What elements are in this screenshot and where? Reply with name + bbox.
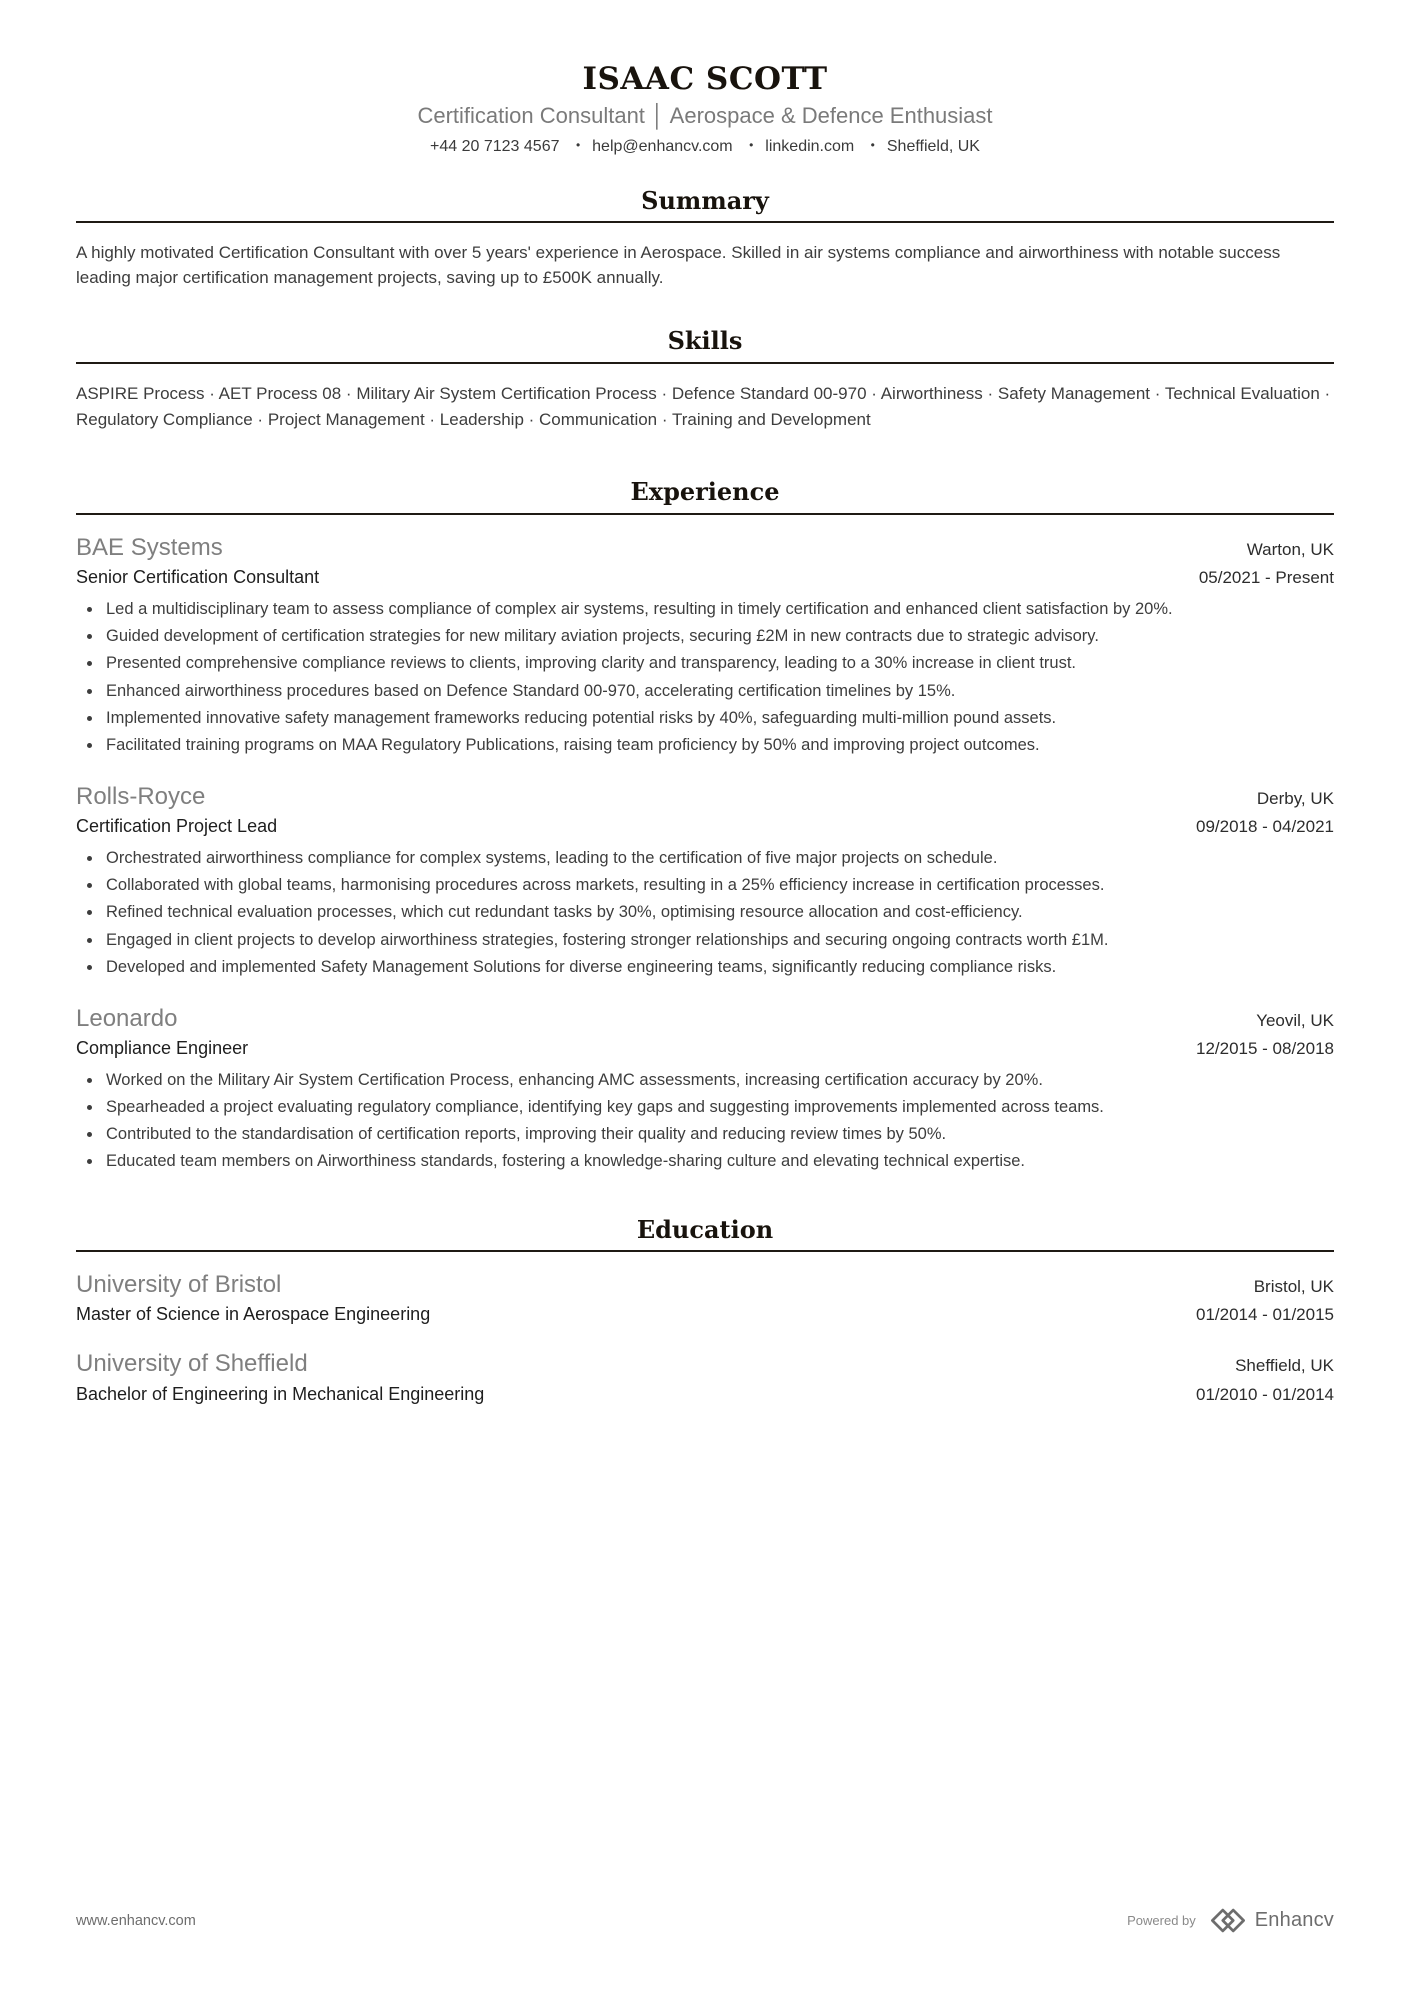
- school-name: University of Bristol: [76, 1270, 282, 1298]
- contact-item: +44 20 7123 4567: [430, 137, 560, 155]
- bullet-item: • Refined technical evaluation processes, which cut redundant tasks by 30%, optimising resource allocation and cost-efficiency.: [103, 901, 1334, 923]
- experience-entry-header: [76, 532, 1334, 563]
- contact-item: • linkedin.com: [737, 138, 854, 155]
- skill-item: Technical Evaluation ·: [1165, 384, 1330, 403]
- bullet-item: • Orchestrated airworthiness compliance for complex systems, leading to the certification of five major projects on schedule.: [103, 847, 1334, 869]
- job-bullets: [76, 847, 1334, 978]
- experience-entry-subheader: [76, 812, 1334, 839]
- job-bullets: [76, 598, 1334, 756]
- education-section: [76, 1214, 1334, 1407]
- education-entry: [76, 1348, 1334, 1406]
- bullet-item: • Guided development of certification strategies for new military aviation projects, securing £2M in new contracts due to strategic advisory.: [103, 625, 1334, 647]
- skills-list: [76, 381, 1334, 434]
- degree-name: Bachelor of Engineering in Mechanical Engineering: [76, 1383, 485, 1404]
- experience-entry-header: [76, 781, 1334, 812]
- school-location: Sheffield, UK: [1235, 1356, 1334, 1376]
- bullet-item: • Engaged in client projects to develop airworthiness strategies, fostering stronger relationships and securing ongoing contracts worth £1M.: [103, 929, 1334, 951]
- job-title: Senior Certification Consultant: [76, 567, 320, 587]
- job-dates: 05/2021 - Present: [1198, 568, 1334, 587]
- bullet-item: • Educated team members on Airworthiness standards, fostering a knowledge-sharing culture and elevating technical expertise.: [103, 1150, 1334, 1172]
- page-footer: [76, 1908, 1334, 1933]
- candidate-title: Certification Consultant │ Aerospace & Defence Enthusiast: [417, 102, 993, 128]
- candidate-name: ISAAC SCOTT: [582, 61, 828, 97]
- footer-website-link[interactable]: www.enhancv.com: [76, 1912, 196, 1929]
- enhancv-logo-icon: [1210, 1908, 1246, 1933]
- degree-name: Master of Science in Aerospace Engineering: [76, 1304, 431, 1325]
- skill-item: Regulatory Compliance ·: [76, 410, 268, 429]
- skill-item: Leadership ·: [440, 410, 539, 429]
- skill-item: Project Management ·: [268, 410, 440, 429]
- education-dates: 01/2010 - 01/2014: [1195, 1384, 1334, 1404]
- job-title: Certification Project Lead: [76, 816, 278, 837]
- skill-item: Safety Management ·: [998, 384, 1165, 403]
- skill-item: Airworthiness ·: [881, 384, 998, 403]
- job-bullets: [76, 1069, 1334, 1172]
- bullet-item: • Implemented innovative safety management frameworks reducing potential risks by 40%, safeguarding multi-million pound assets.: [103, 707, 1334, 729]
- summary-section: [76, 185, 1334, 291]
- skills-heading-rule: [76, 328, 1334, 363]
- skills-section: [76, 328, 1334, 433]
- experience-entry: [76, 781, 1334, 978]
- bullet-item: • Facilitated training programs on MAA Regulatory Publications, raising team proficiency by 50% and improving project outcomes.: [103, 734, 1334, 756]
- skill-item: Military Air System Certification Process ·: [356, 384, 672, 403]
- resume-header: [76, 62, 1334, 156]
- bullet-item: • Developed and implemented Safety Management Solutions for diverse engineering teams, significantly reducing compliance risks.: [103, 956, 1334, 978]
- job-dates: 12/2015 - 08/2018: [1195, 1038, 1334, 1058]
- bullet-item: • Collaborated with global teams, harmonising procedures across markets, resulting in a 25% efficiency increase in certification processes.: [103, 874, 1334, 896]
- experience-entry: [76, 532, 1334, 756]
- education-entry-subheader: [76, 1300, 1334, 1327]
- bullet-item: • Presented comprehensive compliance reviews to clients, improving clarity and transparency, leading to a 30% increase in client trust.: [103, 652, 1334, 674]
- school-location: Bristol, UK: [1253, 1276, 1334, 1296]
- experience-section: [76, 479, 1334, 1172]
- bullet-item: • Enhanced airworthiness procedures based on Defence Standard 00-970, accelerating certification timelines by 15%.: [103, 680, 1334, 702]
- enhancv-brand-name: Enhancv: [1254, 1909, 1334, 1931]
- summary-heading: Summary: [641, 185, 769, 215]
- contact-item: • help@enhancv.com: [564, 138, 733, 155]
- bullet-item: • Worked on the Military Air System Certification Process, enhancing AMC assessments, increasing certification accuracy by 20%.: [103, 1069, 1334, 1091]
- bullet-item: • Contributed to the standardisation of certification reports, improving their quality and reducing review times by 50%.: [103, 1123, 1334, 1145]
- company-name: Rolls-Royce: [76, 782, 206, 810]
- experience-entry-header: [76, 1003, 1334, 1034]
- experience-heading-rule: [76, 479, 1334, 514]
- education-entry-header: [76, 1269, 1334, 1300]
- bullet-item: • Spearheaded a project evaluating regulatory compliance, identifying key gaps and suggesting improvements implemented across teams.: [103, 1096, 1334, 1118]
- experience-entry-subheader: [76, 563, 1334, 590]
- summary-heading-rule: [76, 185, 1334, 223]
- school-name: University of Sheffield: [76, 1350, 308, 1378]
- contact-item: • Sheffield, UK: [859, 138, 980, 155]
- company-name: BAE Systems: [76, 533, 223, 561]
- experience-heading: Experience: [630, 477, 780, 507]
- bullet-item: • Led a multidisciplinary team to assess compliance of complex air systems, resulting in timely certification and enhanced client satisfaction by 20%.: [103, 598, 1334, 620]
- job-location: Warton, UK: [1246, 539, 1334, 559]
- experience-entries: [76, 532, 1334, 1173]
- footer-brand[interactable]: [1127, 1908, 1334, 1933]
- contact-row: [76, 138, 1334, 156]
- education-entries: [76, 1269, 1334, 1407]
- education-entry: [76, 1269, 1334, 1327]
- skill-item: Defence Standard 00-970 ·: [672, 384, 881, 403]
- skills-heading: Skills: [667, 326, 743, 356]
- job-dates: 09/2018 - 04/2021: [1195, 817, 1334, 837]
- skill-item: Training and Development: [671, 410, 871, 430]
- summary-text: A highly motivated Certification Consultant with over 5 years' experience in Aerospace. Skilled in air systems compliance and airworthiness with notable success leading major certification management projects, saving up to £500K annually.: [76, 243, 1281, 288]
- skill-item: AET Process 08 ·: [219, 384, 357, 403]
- education-entry-header: [76, 1348, 1334, 1379]
- job-title: Compliance Engineer: [76, 1037, 249, 1058]
- experience-entry-subheader: [76, 1034, 1334, 1061]
- education-heading-rule: [76, 1214, 1334, 1252]
- powered-by-label: Powered by: [1127, 1913, 1196, 1928]
- experience-entry: [76, 1003, 1334, 1173]
- job-location: Derby, UK: [1256, 788, 1334, 808]
- skill-item: ASPIRE Process ·: [76, 384, 219, 403]
- education-heading: Education: [636, 1214, 774, 1244]
- education-entry-subheader: [76, 1380, 1334, 1407]
- job-location: Yeovil, UK: [1256, 1010, 1334, 1030]
- skill-item: Communication ·: [539, 410, 672, 429]
- company-name: Leonardo: [76, 1004, 178, 1032]
- education-dates: 01/2014 - 01/2015: [1195, 1305, 1334, 1325]
